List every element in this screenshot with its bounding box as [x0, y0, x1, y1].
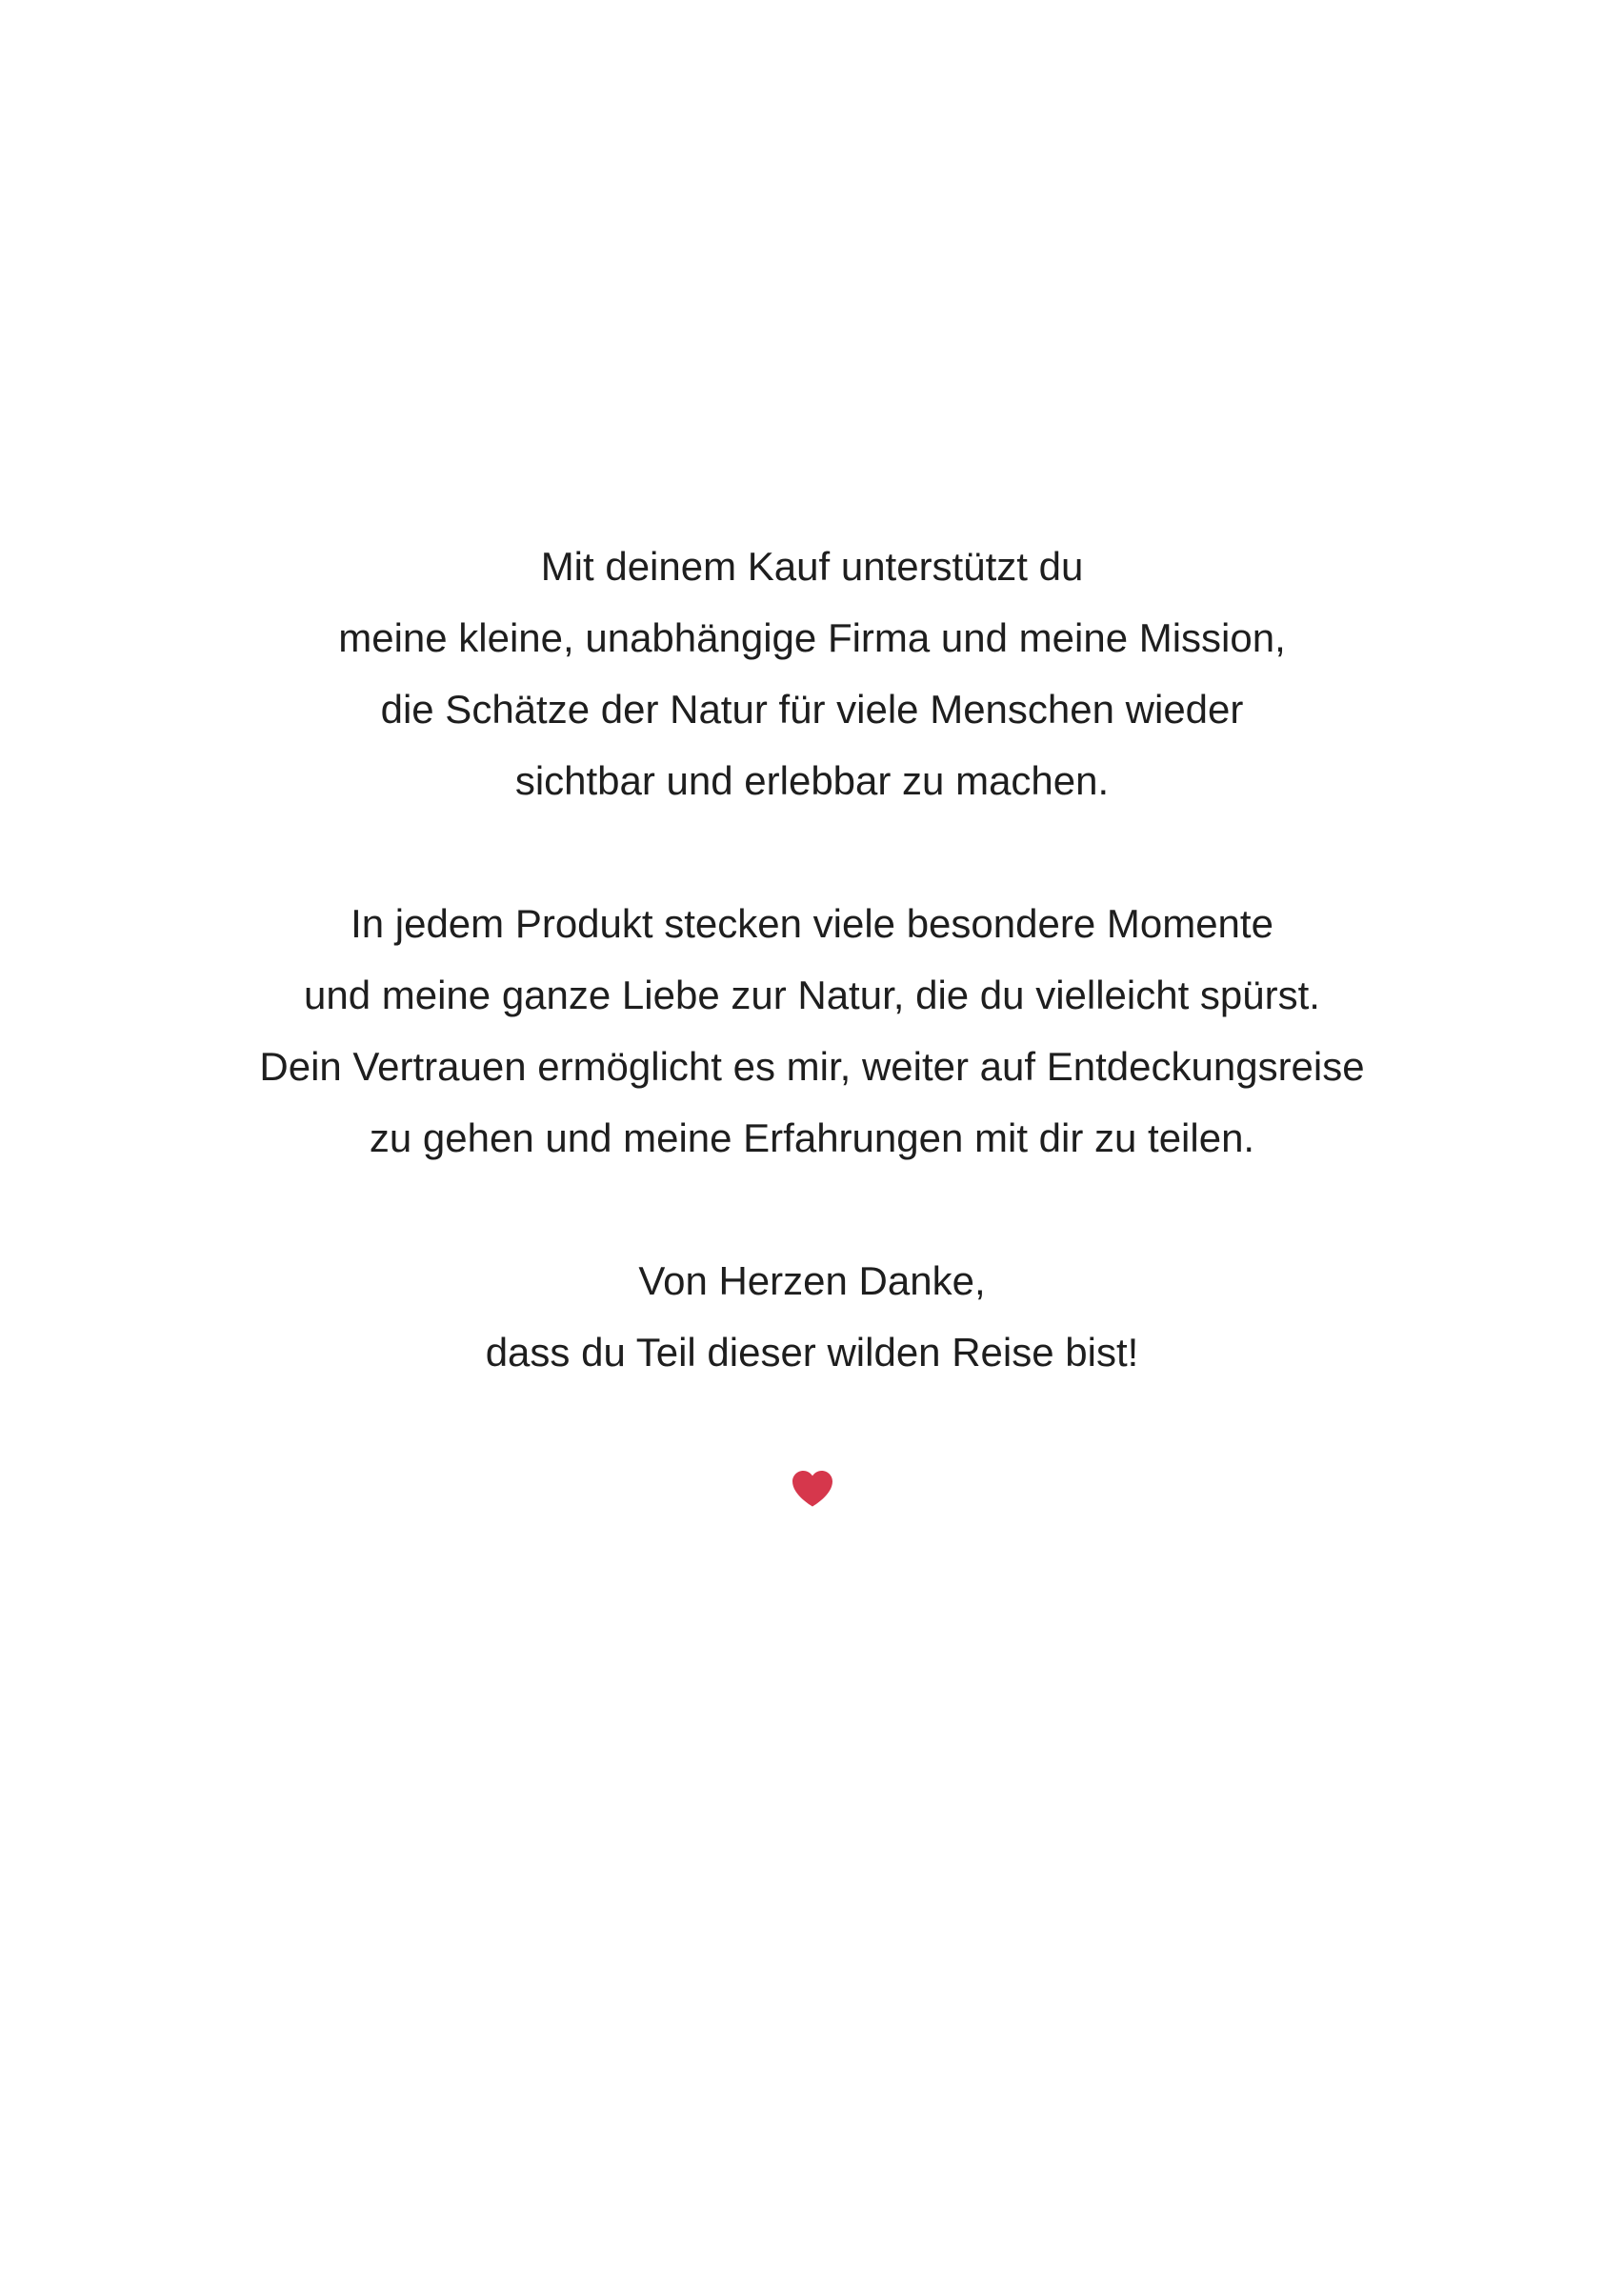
message-line: meine kleine, unabhängige Firma und meine Mission,	[338, 615, 1286, 660]
paragraph-support	[0, 531, 1624, 816]
thank-you-message	[0, 531, 1624, 1508]
message-line: dass du Teil dieser wilden Reise bist!	[485, 1330, 1139, 1375]
heart-icon-shape	[792, 1471, 832, 1507]
heart-icon	[0, 1470, 1624, 1508]
message-line: Von Herzen Danke,	[638, 1258, 986, 1303]
message-line: Dein Vertrauen ermöglicht es mir, weiter auf Entdeckungsreise	[259, 1044, 1365, 1089]
paragraph-thanks	[0, 1245, 1624, 1388]
message-line: sichtbar und erlebbar zu machen.	[514, 758, 1110, 803]
message-line: zu gehen und meine Erfahrungen mit dir zu teilen.	[369, 1115, 1255, 1160]
message-line: und meine ganze Liebe zur Natur, die du vielleicht spürst.	[304, 973, 1320, 1017]
message-line: die Schätze der Natur für viele Menschen wieder	[380, 687, 1244, 732]
message-line: In jedem Produkt stecken viele besondere Momente	[351, 901, 1273, 946]
message-line: Mit deinem Kauf unterstützt du	[540, 544, 1084, 589]
paragraph-product	[0, 888, 1624, 1174]
